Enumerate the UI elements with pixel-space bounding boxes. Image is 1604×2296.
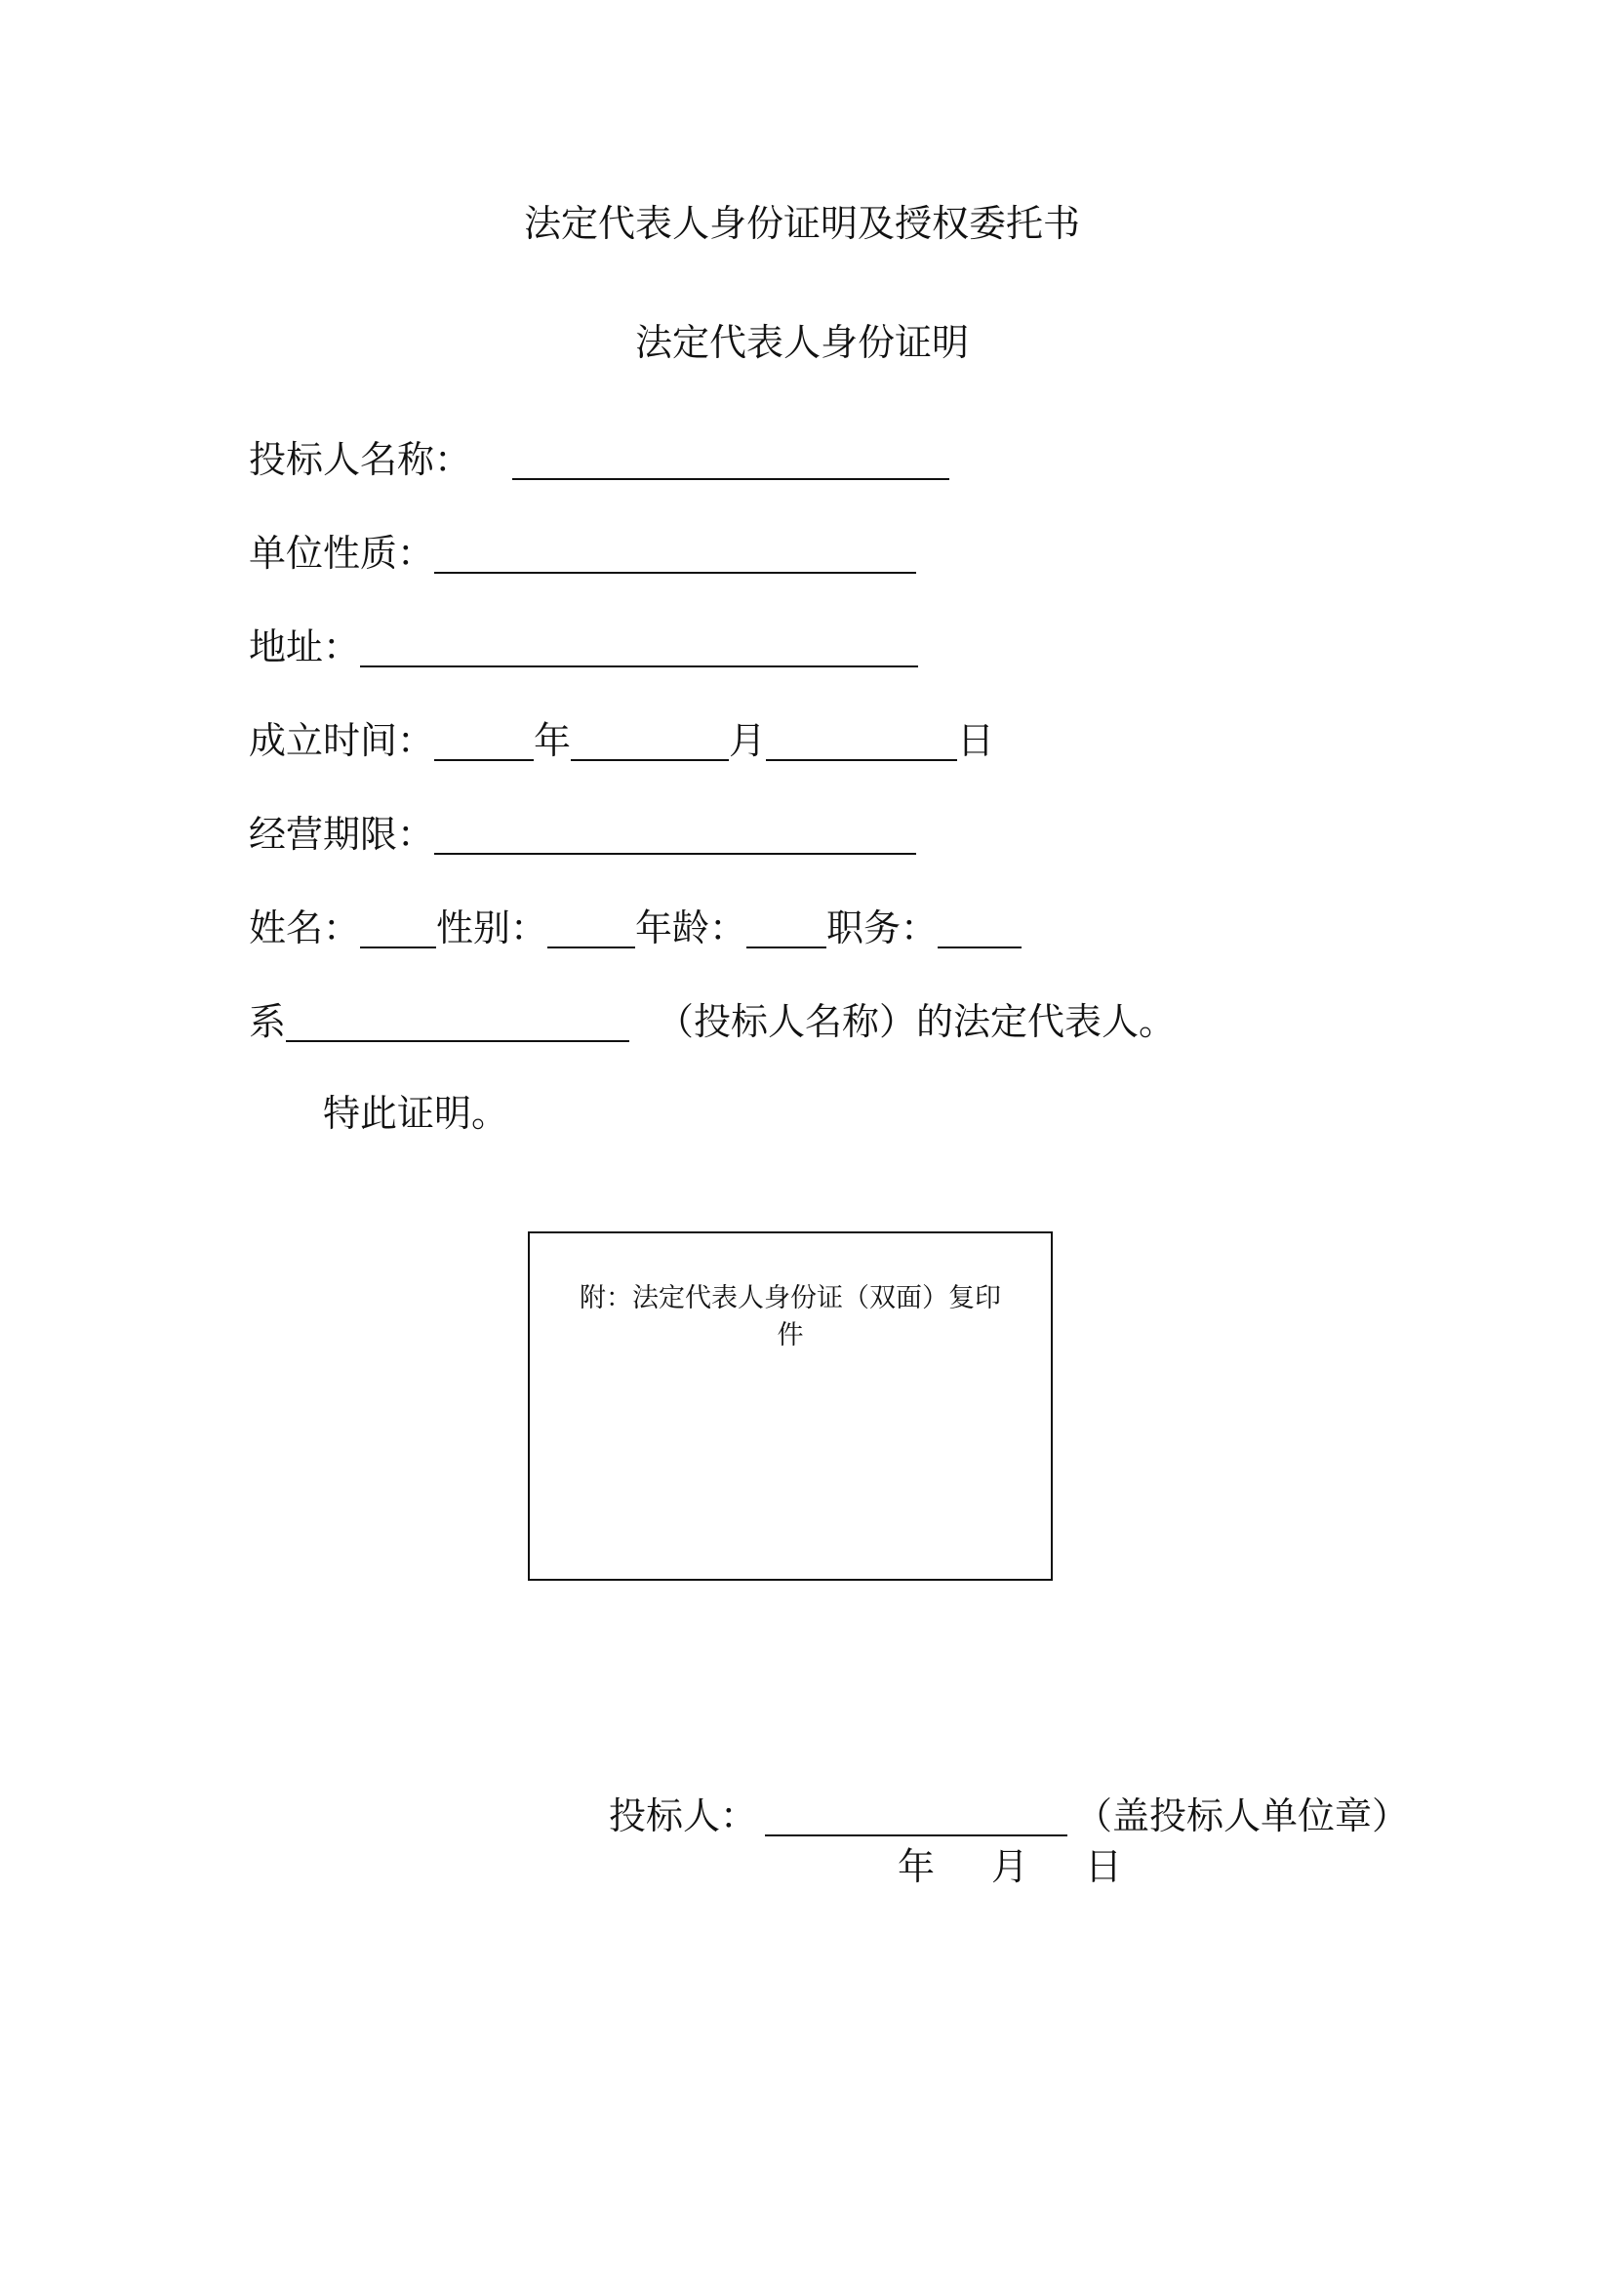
address-row — [249, 623, 918, 671]
attachment-box — [528, 1231, 1053, 1581]
established-row — [249, 716, 994, 765]
signature-date-row — [898, 1842, 1122, 1891]
age-blank[interactable] — [746, 909, 826, 948]
position-blank[interactable] — [938, 909, 1022, 948]
address-blank[interactable] — [360, 628, 918, 667]
personal-info-row — [249, 904, 1022, 952]
statement-suffix: （投标人名称）的法定代表人。 — [657, 1000, 1177, 1043]
gender-label: 性别： — [436, 906, 548, 949]
address-label: 地址： — [249, 625, 361, 668]
sub-title: 法定代表人身份证明 — [634, 321, 969, 364]
seal-note: （盖投标人单位章） — [1075, 1794, 1410, 1837]
bidder-signature-blank[interactable] — [765, 1797, 1067, 1836]
signature-year-label: 年 — [898, 1845, 936, 1888]
position-label: 职务： — [826, 906, 939, 949]
bidder-name-row — [249, 435, 949, 484]
signature-day-label: 日 — [1085, 1845, 1123, 1888]
age-label: 年龄： — [635, 906, 747, 949]
business-term-label: 经营期限： — [249, 813, 435, 856]
gender-blank[interactable] — [547, 909, 635, 948]
established-label: 成立时间： — [249, 719, 435, 762]
established-day-blank[interactable] — [766, 722, 957, 761]
established-day-label: 日 — [957, 719, 995, 762]
statement-blank[interactable] — [286, 1003, 629, 1042]
established-year-blank[interactable] — [434, 722, 534, 761]
signature-month-label: 月 — [991, 1845, 1029, 1888]
bidder-name-blank[interactable] — [512, 441, 949, 480]
unit-nature-blank[interactable] — [434, 535, 916, 574]
bidder-name-label: 投标人名称： — [249, 438, 472, 481]
established-year-label: 年 — [534, 719, 572, 762]
bidder-signature-label: 投标人： — [609, 1794, 758, 1837]
unit-nature-row — [249, 529, 916, 578]
established-month-label: 月 — [729, 719, 767, 762]
established-month-blank[interactable] — [571, 722, 729, 761]
name-label: 姓名： — [249, 906, 361, 949]
signature-row — [609, 1792, 1409, 1840]
name-blank[interactable] — [360, 909, 436, 948]
business-term-row — [249, 810, 916, 859]
statement-row — [249, 997, 1176, 1046]
certify-text: 特此证明。 — [323, 1092, 509, 1135]
main-title: 法定代表人身份证明及授权委托书 — [523, 202, 1080, 245]
business-term-blank[interactable] — [434, 816, 916, 855]
statement-prefix: 系 — [249, 1000, 287, 1043]
unit-nature-label: 单位性质： — [249, 532, 435, 575]
attachment-text: 附：法定代表人身份证（双面）复印件 — [580, 1283, 1001, 1350]
